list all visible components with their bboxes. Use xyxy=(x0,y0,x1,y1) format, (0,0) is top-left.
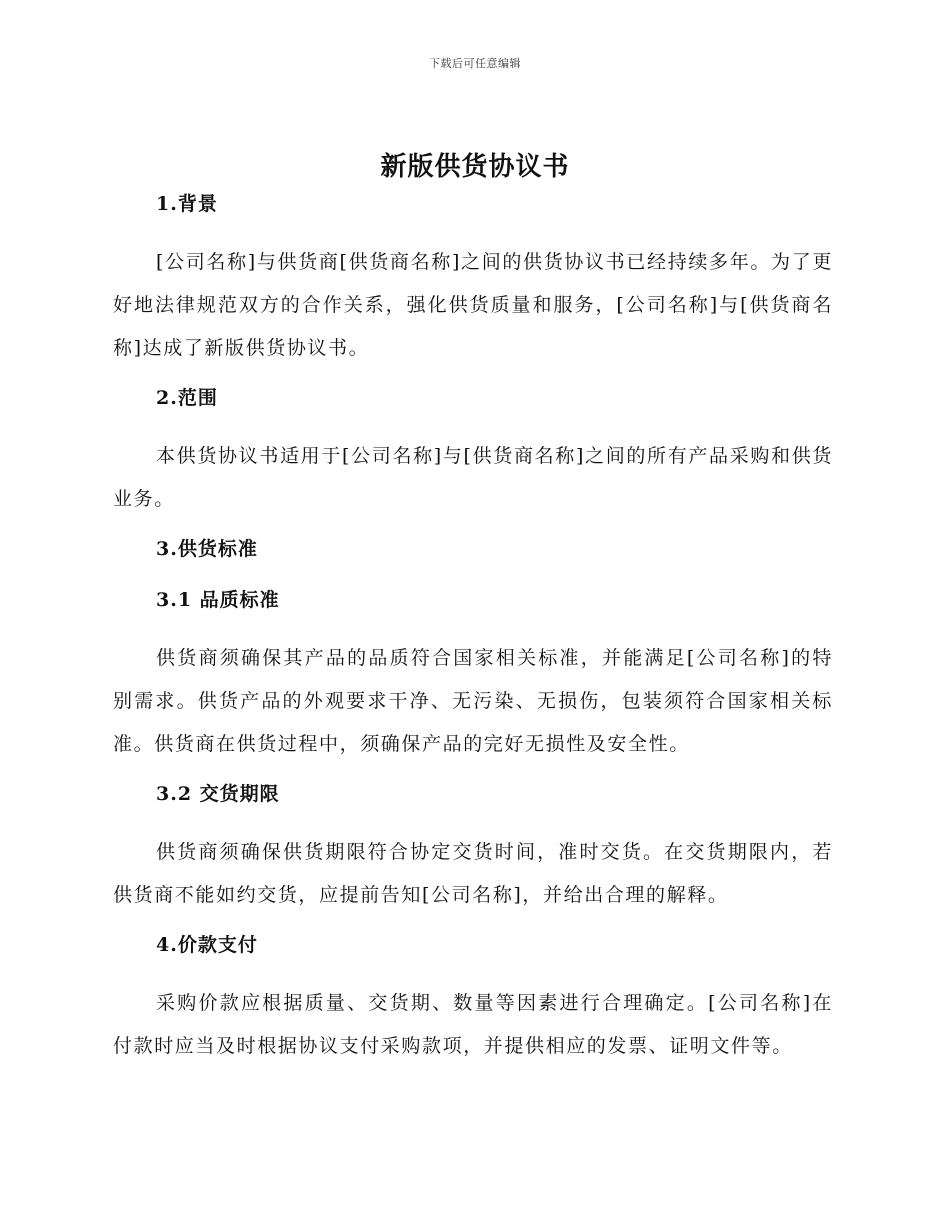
section-heading-payment: 4.价款支付 xyxy=(156,934,258,956)
header-note: 下载后可任意编辑 xyxy=(429,57,521,70)
section-text-delivery-term: 供货商须确保供货期限符合协定交货时间，准时交货。在交货期限内，若供货商不能如约交货，应提前告知[公司名称]，并给出合理的解释。 xyxy=(113,841,833,906)
section-text-background: [公司名称]与供货商[供货商名称]之间的供货协议书已经持续多年。为了更好地法律规范双方的合作关系，强化供货质量和服务，[公司名称]与[供货商名称]达成了新版供货协议书。 xyxy=(113,251,833,359)
document-body xyxy=(113,190,833,1068)
section-text-quality-standards: 供货商须确保其产品的品质符合国家相关标准，并能满足[公司名称]的特别需求。供货产品的外观要求干净、无污染、无损伤，包装须符合国家相关标准。供货商在供货过程中，须确保产品的完好无损性及安全性。 xyxy=(113,647,833,755)
section-heading-supply-standards: 3.供货标准 xyxy=(156,538,258,560)
section-heading-scope: 2.范围 xyxy=(156,387,218,409)
section-text-scope: 本供货协议书适用于[公司名称]与[供货商名称]之间的所有产品采购和供货业务。 xyxy=(113,445,833,510)
document-title: 新版供货协议书 xyxy=(380,152,570,182)
section-heading-delivery-term: 3.2 交货期限 xyxy=(156,783,280,805)
section-text-payment: 采购价款应根据质量、交货期、数量等因素进行合理确定。[公司名称]在付款时应当及时根据协议支付采购款项，并提供相应的发票、证明文件等。 xyxy=(113,992,833,1057)
section-heading-quality-standards: 3.1 品质标准 xyxy=(156,589,280,611)
section-heading-background: 1.背景 xyxy=(156,193,218,215)
